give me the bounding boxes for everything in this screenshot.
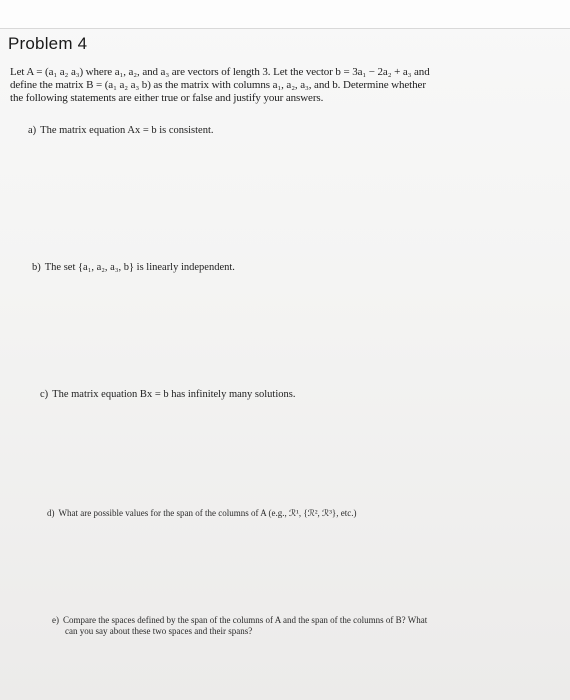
part-text: The matrix equation Bx = b has infinitely many solutions. xyxy=(52,389,296,400)
part-text: The matrix equation Ax = b is consistent. xyxy=(40,125,214,136)
part-e xyxy=(52,615,427,637)
part-d xyxy=(47,508,356,519)
part-c xyxy=(40,389,295,400)
statement-line: the following statements are either true or false and justify your answers. xyxy=(10,92,324,104)
part-letter: b) xyxy=(32,262,41,273)
part-letter: e) xyxy=(52,615,59,625)
problem-statement xyxy=(10,66,566,105)
part-text: The set {a₁, a₂, a₃, b} is linearly independent. xyxy=(44,262,235,273)
part-letter: c) xyxy=(40,389,49,400)
part-b xyxy=(32,262,235,273)
problem-title: Problem 4 xyxy=(8,34,88,53)
statement-line: define the matrix B = (a₁ a₂ a₃ b) as the matrix with columns a₁, a₂, a₃, and b. Determine whether xyxy=(10,79,426,91)
part-text: What are possible values for the span of the columns of A (e.g., ℛ¹, {ℛ², ℛ³}, etc.) xyxy=(58,508,357,518)
part-a xyxy=(28,125,213,136)
part-text-continued: can you say about these two spaces and their spans? xyxy=(65,626,253,636)
page-top-band xyxy=(0,0,570,29)
part-letter: d) xyxy=(47,508,55,518)
part-letter: a) xyxy=(28,125,37,136)
statement-line: Let A = (a₁ a₂ a₃) where a₁, a₂, and a₃ are vectors of length 3. Let the vector b = 3a₁ − 2a₂ + a₃ and xyxy=(10,66,430,78)
part-text: Compare the spaces defined by the span of the columns of A and the span of the columns of B? What xyxy=(63,615,428,625)
